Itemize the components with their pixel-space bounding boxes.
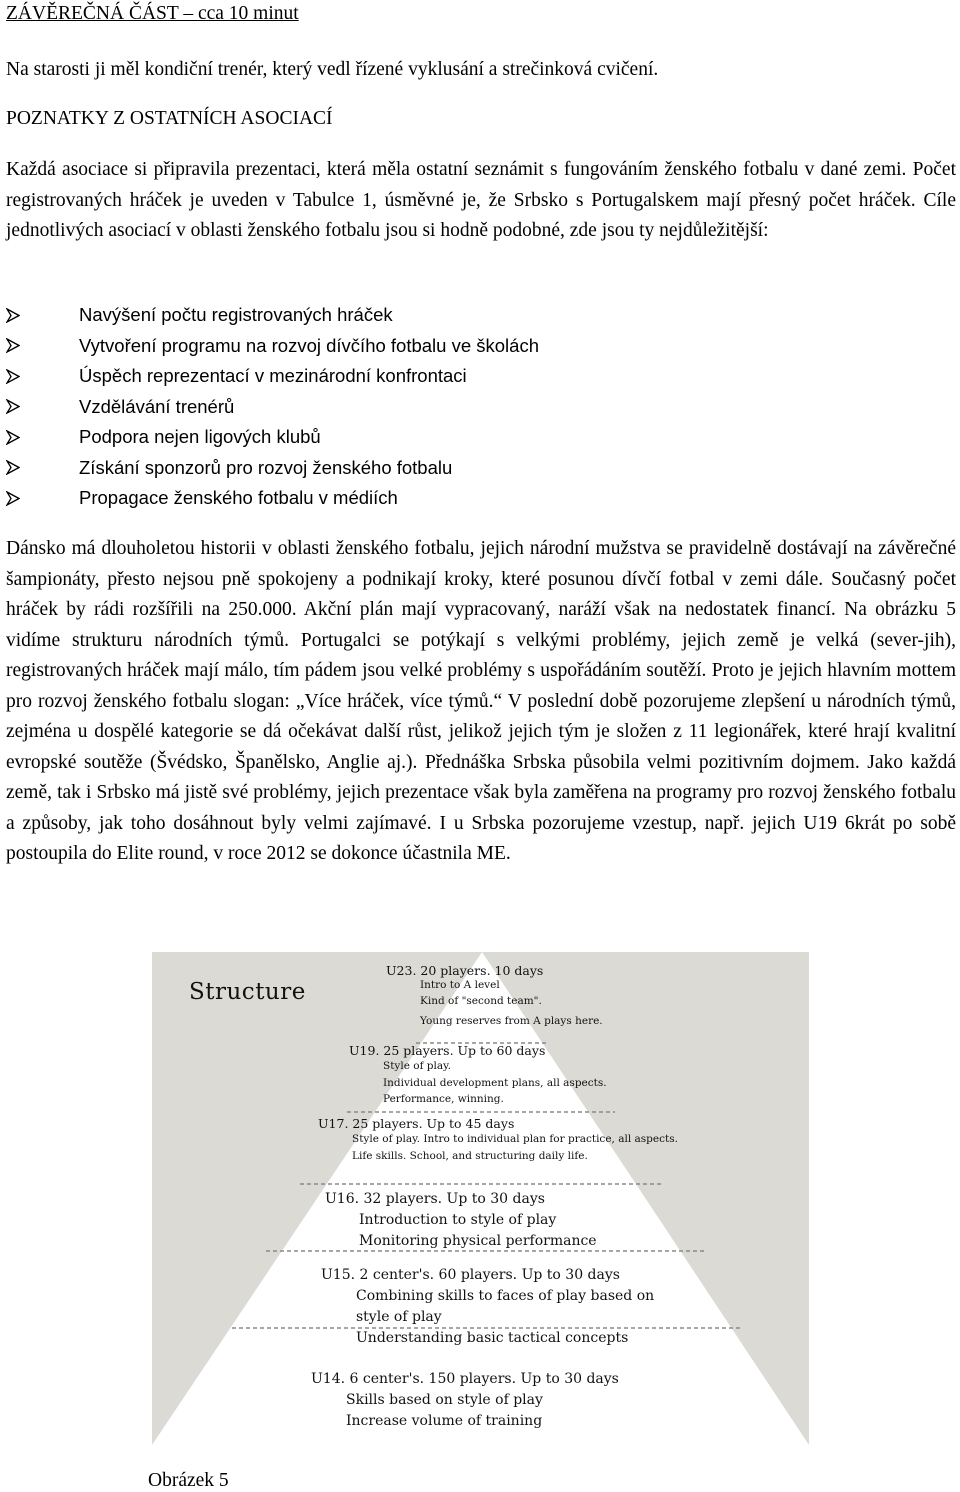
u15-item: Understanding basic tactical concepts — [356, 1330, 629, 1346]
u19-item: Style of play. — [383, 1060, 452, 1072]
u19-header: U19. 25 players. Up to 60 days — [349, 1043, 546, 1058]
arrow-bullet-icon — [6, 460, 79, 475]
structure-figure — [152, 952, 809, 1445]
arrow-bullet-icon — [6, 430, 79, 445]
u17-item: Life skills. School, and structuring daily life. — [352, 1150, 588, 1162]
u16-item: Introduction to style of play — [359, 1212, 557, 1228]
figure-title: Structure — [189, 979, 306, 1005]
u14-item: Skills based on style of play — [346, 1392, 543, 1408]
u19-item: Performance, winning. — [383, 1093, 504, 1105]
u17-item: Style of play. Intro to individual plan for practice, all aspects. — [352, 1133, 678, 1145]
list-item: Získání sponzorů pro rozvoj ženského fotbalu — [6, 453, 539, 484]
insights-heading: POZNATKY Z OSTATNÍCH ASOCIACÍ — [6, 108, 333, 129]
arrow-bullet-icon — [6, 369, 79, 384]
u15-header: U15. 2 center's. 60 players. Up to 30 days — [321, 1267, 620, 1283]
u23-item: Young reserves from A plays here. — [420, 1015, 603, 1027]
u16-item: Monitoring physical performance — [359, 1233, 597, 1249]
list-item: Vzdělávání trenérů — [6, 392, 539, 423]
arrow-bullet-icon — [6, 308, 79, 323]
u14-item: Increase volume of training — [346, 1413, 543, 1429]
u15-item: Combining skills to faces of play based on — [356, 1288, 655, 1304]
u23-item: Intro to A level — [420, 979, 500, 991]
u15-item: style of play — [356, 1309, 442, 1325]
countries-paragraph: Dánsko má dlouholetou historii v oblasti ženského fotbalu, jejich národní mužstva se pravidelně dostávají na závěrečné šampionáty, přesto nejsou pně spokojeny a podnikají kroky, které posunou dívčí fotbal v zemi dále. Současný počet hráček by rádi rozšířili na 250.000. Akční plán mají vypracovaný, naráží však na nedostatek financí. Na obrázku 5 vidíme strukturu národních týmů. Portugalci se potýkají s velkými problémy, jejich země je velká (sever-jih), registrovaných hráček mají málo, tím pádem jsou velké problémy s uspořádáním soutěží. Proto je jejich hlavním mottem pro rozvoj ženského fotbalu slogan: „Více hráček, více týmů.“ V poslední době pozorujeme zlepšení u národních týmů, zejména u dospělé kategorie se dá očekávat další růst, jelikož jejich tým je složen z 11 legionářek, které hrají kvalitní evropské soutěže (Švédsko, Španělsko, Anglie aj.). Přednáška Srbska působila velmi pozitivním dojmem. Jako každá země, tak i Srbsko má jistě své problémy, jejich prezentace však byla zaměřena na programy pro rozvoj ženského fotbalu a způsoby, jak toho dosáhnout byly velmi zajímavé. I u Srbska pozorujeme vzestup, např. jejich U19 6krát po sobě postoupila do Elite round, v roce 2012 se dokonce účastnila ME. — [6, 538, 956, 864]
list-item: Podpora nejen ligových klubů — [6, 422, 539, 453]
u23-header: U23. 20 players. 10 days — [386, 963, 544, 978]
goals-list — [6, 300, 539, 514]
u19-item: Individual development plans, all aspects. — [383, 1077, 607, 1089]
arrow-bullet-icon — [6, 338, 79, 353]
final-section-heading: ZÁVĚREČNÁ ČÁST – cca 10 minut — [6, 3, 299, 24]
intro-paragraph: Každá asociace si připravila prezentaci, která měla ostatní seznámit s fungováním ženského fotbalu v dané zemi. Počet registrovaných hráček je uveden v Tabulce 1, úsměvné je, že Srbsko s Portugalskem mají přesný počet hráček. Cíle jednotlivých asociací v oblasti ženského fotbalu jsou si hodně podobné, zde jsou ty nejdůležitější: — [6, 159, 956, 241]
list-item: Úspěch reprezentací v mezinárodní konfrontaci — [6, 361, 539, 392]
list-item: Vytvoření programu na rozvoj dívčího fotbalu ve školách — [6, 331, 539, 362]
final-section-text: Na starosti ji měl kondiční trenér, který vedl řízené vyklusání a strečinková cvičení. — [6, 59, 659, 80]
arrow-bullet-icon — [6, 491, 79, 506]
u23-item: Kind of "second team". — [420, 995, 542, 1007]
figure-caption: Obrázek 5 — [148, 1470, 229, 1491]
u14-header: U14. 6 center's. 150 players. Up to 30 days — [311, 1371, 619, 1387]
arrow-bullet-icon — [6, 399, 79, 414]
u17-header: U17. 25 players. Up to 45 days — [318, 1116, 515, 1131]
list-item: Propagace ženského fotbalu v médiích — [6, 483, 539, 514]
list-item: Navýšení počtu registrovaných hráček — [6, 300, 539, 331]
u16-header: U16. 32 players. Up to 30 days — [325, 1191, 545, 1207]
